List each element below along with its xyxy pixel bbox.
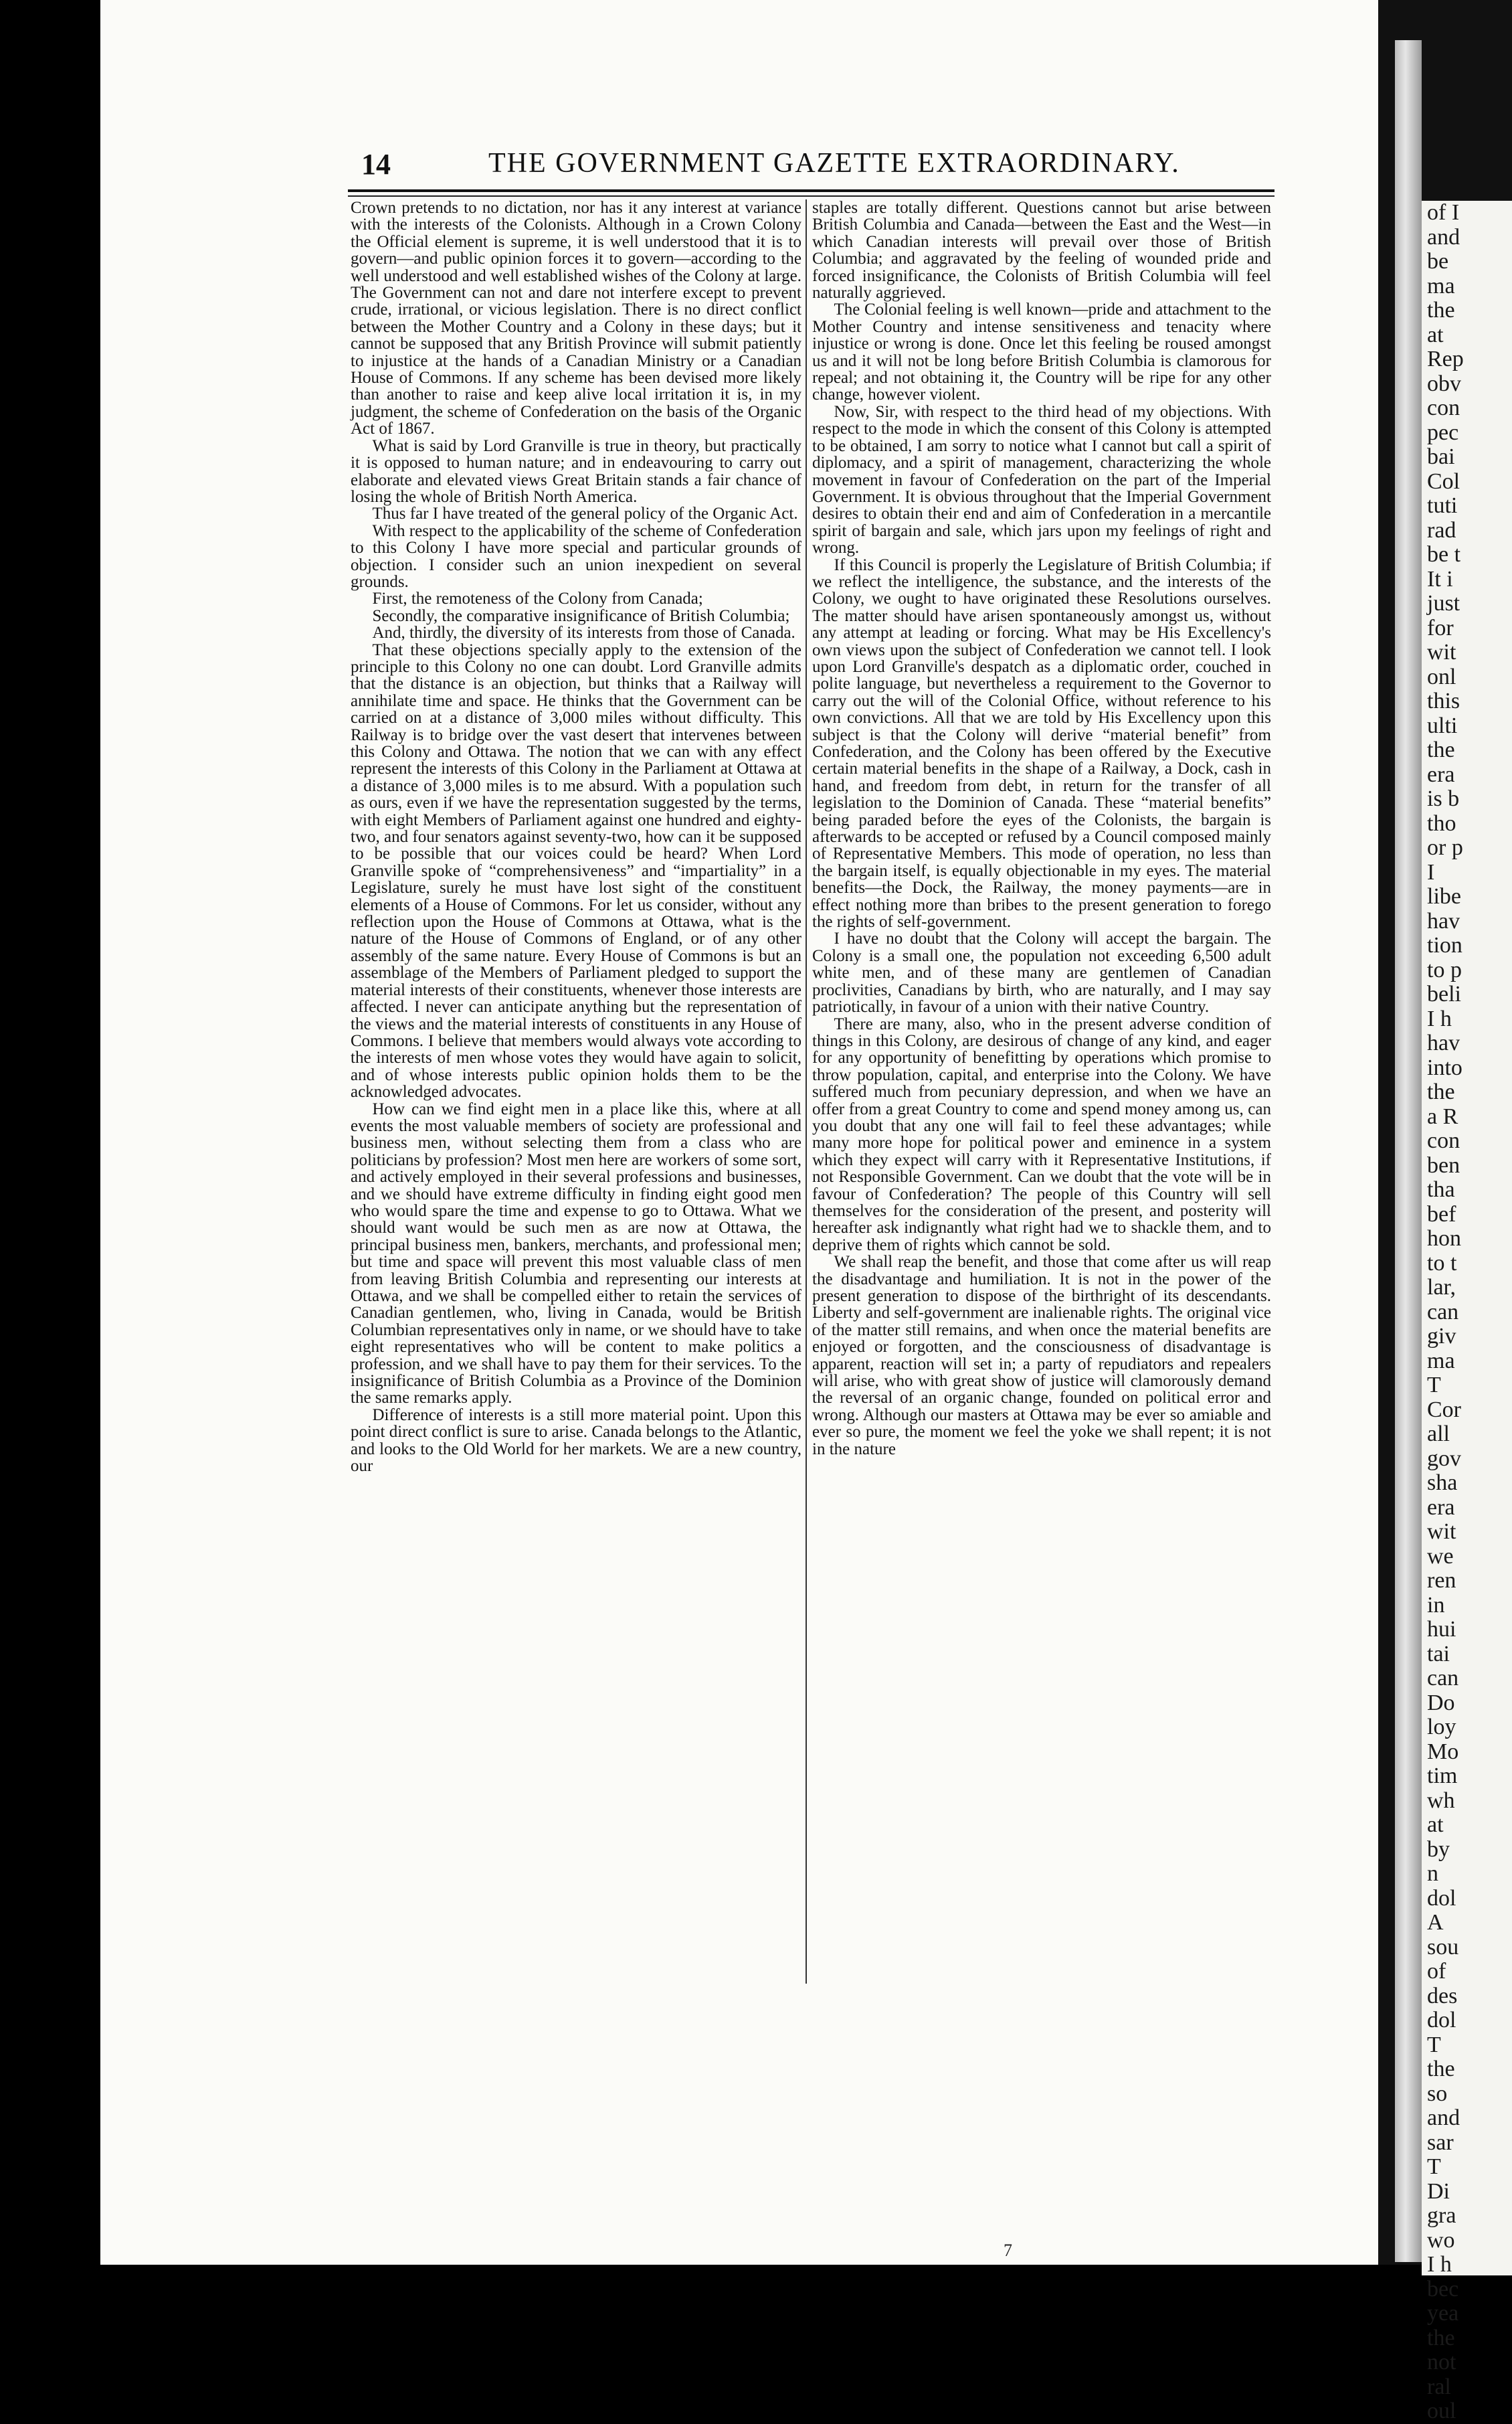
fragment-line: tho [1427, 810, 1456, 836]
fragment-line: ben [1427, 1152, 1460, 1178]
fragment-line: gra [1427, 2203, 1456, 2228]
fragment-line: wit [1427, 1519, 1456, 1544]
fragment-line: into [1427, 1055, 1462, 1080]
fragment-line: of [1427, 1959, 1446, 1984]
fragment-line: onl [1427, 664, 1456, 689]
page-title: THE GOVERNMENT GAZETTE EXTRAORDINARY. [488, 148, 1180, 179]
paragraph: What is said by Lord Granville is true in theory, but practically it is opposed to human nature; and in endeavouring to carry out elaborate and elevated views Great Britain stands a fair chance of losing the whole of British North America. [351, 436, 801, 506]
footnote-mark: 7 [1004, 2241, 1012, 2260]
fragment-line: ulti [1427, 713, 1458, 738]
fragment-line: giv [1427, 1324, 1456, 1349]
fragment-line: is b [1427, 786, 1460, 811]
page-stack-edge [1395, 40, 1422, 2262]
fragment-line: or p [1427, 835, 1463, 860]
fragment-line: by [1427, 1836, 1450, 1862]
fragment-line: hon [1427, 1226, 1461, 1251]
fragment-line: T [1427, 1373, 1441, 1397]
fragment-line: wit [1427, 640, 1456, 665]
fragment-line: oul [1427, 2399, 1456, 2423]
fragment-line: It i [1427, 566, 1453, 592]
adjacent-page-fragment [1422, 200, 1512, 2423]
fragment-line: at [1427, 322, 1444, 347]
fragment-line: can [1427, 1299, 1459, 1324]
fragment-line: the [1427, 738, 1455, 762]
fragment-line: rad [1427, 517, 1456, 543]
left-column [351, 199, 801, 1984]
fragment-line: and [1427, 2105, 1460, 2130]
fragment-line: Col [1427, 468, 1460, 494]
paragraph: How can we find eight men in a place like this, where at all events the most valuable members of society are professional and business men, without selecting them from a class who are politicians by profession? Most men here are workers of some sort, and actively employed in their several professions and businesses, and we should have extreme difficulty in finding eight good men who would spare the time and expense to go to Ottawa. What we should want would be such men as are now at Ottawa, the principal business men, bankers, merchants, and professional men; but time and space will prevent this most valuable class of men from leaving British Columbia and representing our interests at Ottawa, and we shall be compelled either to retain the services of Canadian gentlemen, who, living in Canada, would be British Columbian representatives only in name, or we should have to take eight representatives who will be content to make politics a profession, and we shall have to pay them for their services. To the insignificance of British Columbia as a Province of the Dominion the same remarks apply. [351, 1100, 801, 1407]
fragment-line: hav [1427, 908, 1460, 934]
fragment-line: yea [1427, 2301, 1459, 2326]
fragment-line: des [1427, 1983, 1458, 2008]
fragment-line: Mo [1427, 1739, 1459, 1764]
fragment-line: dol [1427, 1885, 1456, 1911]
fragment-line: bec [1427, 2276, 1459, 2302]
fragment-line: be t [1427, 542, 1461, 567]
fragment-line: dol [1427, 2008, 1456, 2032]
fragment-line: be [1427, 249, 1449, 274]
fragment-line: ma [1427, 273, 1455, 298]
fragment-line: we [1427, 1543, 1454, 1569]
fragment-line: libe [1427, 884, 1461, 909]
fragment-line: pec [1427, 420, 1459, 445]
fragment-line: T [1427, 2154, 1441, 2179]
column-divider [806, 199, 807, 1984]
header-rule-thick [348, 189, 1274, 192]
fragment-line: Do [1427, 1690, 1455, 1715]
fragment-line: tha [1427, 1177, 1455, 1202]
paragraph: With respect to the applicability of the scheme of Confederation to this Colony I have more special and particular grounds of objection. I consider such an union inexpedient on several grounds. [351, 521, 801, 591]
paragraph: We shall reap the benefit, and those that come after us will reap the disadvantage and humiliation. It is not in the power of the present generation to dispose of the birthright of its descendants. Liberty and self-government are inalienable rights. The original vice of the matter still remains, and when once the material benefits are enjoyed or forgotten, and the consciousness of disadvantage is apparent, reaction will set in; a party of repudiators and repealers will arise, who with great show of justice will clamorously demand the reversal of an organic change, founded on political error and wrong. Although our masters at Ottawa may be ever so amiable and ever so pure, the moment we feel the yoke we shall repent; it is not in the nature [812, 1253, 1271, 1458]
fragment-line: n [1427, 1861, 1438, 1886]
fragment-line: in [1427, 1592, 1445, 1618]
paragraph: First, the remoteness of the Colony from Canada; [372, 590, 703, 608]
paragraph: The Colonial feeling is well known—pride and attachment to the Mother Country and intense sensitiveness and tenacity where injustice or wrong is done. Once let this feeling be roused amongst us and it will not be long before British Columbia is clamorous for repeal; and not obtaining it, the Country will be ripe for any other change, however violent. [812, 300, 1271, 404]
fragment-line: loy [1427, 1715, 1456, 1739]
fragment-line: not [1427, 2350, 1456, 2374]
paragraph: staples are totally different. Questions cannot but arise between British Columbia and Canada—between the East and the West—in which Canadian interests will prevail over those of British Columbia; and aggravated by the feeling of wounded pride and forced insignificance, the Colonists of British Columbia will feel naturally aggrieved. [812, 199, 1271, 302]
paragraph: Secondly, the comparative insignificance of British Columbia; [372, 606, 790, 625]
fragment-line: I h [1427, 2252, 1452, 2277]
paragraph: If this Council is properly the Legislature of British Columbia; if we reflect the intelligence, the substance, and the interests of the Colony, we ought to have originated these Resolutions ourselves. The matter should have arisen spontaneously amongst us, without any attempt at leading or forcing. What may be His Excellency's own views upon the subject of Confederation we cannot tell. I look upon Lord Granville's despatch as a diplomatic order, couched in polite language, but nevertheless a requirement to the Governor to carry out the will of the Colonial Office, without reference to his own convictions. All that we are told by His Excellency upon this subject is that the Colony will derive “material benefit” from Confederation, and the Colony has been offered by the Executive certain material benefits in the shape of a Railway, a Dock, cash in hand, and freedom from debt, in return for the transfer of all legislation to the Dominion of Canada. These “material benefits” being paraded before the eyes of the Colonists, the bargain is afterwards to be accepted or refused by a Council composed mainly of Representative Members. This mode of operation, no less than the bargain itself, is equally objectionable in my eyes. The material benefits—the Dock, the Railway, the money payments—are in effect nothing more than bribes to the present generation to forego the rights of self-government. [812, 555, 1271, 932]
fragment-line: the [1427, 2325, 1455, 2350]
fragment-line: ma [1427, 1348, 1455, 1373]
fragment-line: to t [1427, 1250, 1457, 1276]
fragment-line: hav [1427, 1031, 1460, 1055]
fragment-line: of I [1427, 200, 1460, 225]
fragment-line: Rep [1427, 347, 1464, 371]
fragment-line: for [1427, 615, 1454, 640]
fragment-line: all [1427, 1421, 1450, 1446]
paragraph: Crown pretends to no dictation, nor has it any interest at variance with the interests of the Colonists. Although in a Crown Colony the Official element is supreme, it is well understood that it is to govern—and public opinion forces it to govern—according to the well understood and well established wishes of the Colony at large. The Government can not and dare not interfere except to prevent crude, irrational, or vicious legislation. There is no direct conflict between the Mother Country and a Colony in these days; but it cannot be supposed that any British Province will submit patiently to injustice at the hands of a Canadian Ministry or a Canadian House of Commons. If any scheme has been devised more likely than another to raise and keep alive local irritation it is, in my judgment, the scheme of Confederation on the basis of the Organic Act of 1867. [351, 199, 801, 438]
fragment-line: tim [1427, 1763, 1458, 1788]
fragment-line: sou [1427, 1934, 1459, 1960]
paragraph: Thus far I have treated of the general policy of the Organic Act. [372, 505, 798, 523]
fragment-line: A [1427, 1910, 1444, 1935]
fragment-line: just [1427, 591, 1460, 616]
fragment-line: wh [1427, 1788, 1455, 1813]
fragment-line: beli [1427, 982, 1461, 1007]
paragraph: Difference of interests is a still more material point. Upon this point direct conflict is sure to arise. Canada belongs to the Atlantic, and looks to the Old World for her markets. We are a new country, our [351, 1405, 801, 1476]
fragment-line: bai [1427, 444, 1455, 469]
fragment-line: T [1427, 2032, 1441, 2057]
paragraph: Now, Sir, with respect to the third head of my objections. With respect to the mode in which the consent of this Colony is attempted to be obtained, I am sorry to notice what I cannot but call a spirit of diplomacy, and a spirit of management, characterizing the whole movement in favour of Confederation on the part of the Imperial Government. It is obvious throughout that the Imperial Government desires to obtain their end and aim of Confederation in a mercantile spirit of bargain and sale, which jars upon my feelings of right and wrong. [812, 402, 1271, 557]
fragment-line: gov [1427, 1446, 1461, 1471]
fragment-line: a R [1427, 1104, 1458, 1129]
fragment-line: era [1427, 1494, 1455, 1520]
fragment-line: ral [1427, 2374, 1451, 2399]
fragment-line: bef [1427, 1201, 1456, 1227]
fragment-line: the [1427, 298, 1455, 323]
fragment-line: this [1427, 689, 1460, 713]
fragment-line: I [1427, 859, 1435, 885]
fragment-line: the [1427, 1079, 1455, 1104]
fragment-line: lar, [1427, 1275, 1456, 1300]
page-number: 14 [361, 148, 391, 181]
fragment-line: Cor [1427, 1397, 1461, 1422]
fragment-line: to p [1427, 957, 1462, 982]
fragment-line: con [1427, 396, 1460, 420]
fragment-line: tuti [1427, 493, 1458, 518]
fragment-line: and [1427, 224, 1460, 250]
fragment-line: I h [1427, 1006, 1452, 1031]
fragment-line: con [1427, 1128, 1460, 1153]
scan-border-left [0, 0, 94, 2265]
paragraph: That these objections specially apply to the extension of the principle to this Colony no one can doubt. Lord Granville admits that the distance is an objection, but thinks that a Railway will annihilate time and space. He thinks that the Government can be carried on at a distance of 3,000 miles without difficulty. This Railway is to bridge over the vast desert that intervenes between this Colony and Ottawa. The notion that we can with any effect represent the interests of this Colony in the Parliament at Ottawa at a distance of 3,000 miles is to me absurd. With a population such as ours, even if we have the representation suggested by the terms, with eight Members of Parliament against one hundred and eighty-two, and four senators against seventy-two, how can it be supposed to be possible that our voices could be heard? When Lord Granville spoke of “comprehensiveness” and “impartiality” in a Legislature, surely he must have lost sight of the constituent elements of a House of Commons. For let us consider, without any reflection upon the House of Commons at Ottawa, what is the nature of the House of Commons of England, or of any other assembly of the same nature. Every House of Commons is but an assemblage of the Members of Parliament pledged to support the material interests of their constituents, whenever those interests are affected. I never can anticipate anything but the representation of the views and the material interests of constituents in any House of Commons. I believe that members would always vote according to the interests of men whose votes they would have again to solicit, and of whose interests public opinion holds them to be the acknowledged advocates. [351, 640, 801, 1102]
fragment-line: sar [1427, 2130, 1454, 2155]
fragment-line: Di [1427, 2178, 1450, 2204]
fragment-line: sha [1427, 1470, 1458, 1495]
fragment-line: the [1427, 2057, 1455, 2081]
fragment-line: at [1427, 1812, 1444, 1837]
fragment-line: can [1427, 1666, 1459, 1691]
fragment-line: tion [1427, 933, 1462, 958]
paragraph: There are many, also, who in the present adverse condition of things in this Colony, are desirous of change of any kind, and eager for any opportunity of benefitting by operations which promise to throw population, capital, and enterprise into the Colony. We have suffered much from pecuniary depression, and when we have an offer from a great Country to come and spend money among us, can you doubt that any one will fail to feel these advantages; while many more hope for political power and eminence in a system which they expect will carry with it Representative Institutions, if not Responsible Government. Can we doubt that the vote will be in favour of Confederation? The people of this Country will sell themselves for the consideration of the present, and posterity will hereafter ask indignantly what right had we to shackle them, and to deprive them of rights which cannot be sold. [812, 1015, 1271, 1254]
page-header [361, 147, 1198, 187]
fragment-line: era [1427, 762, 1455, 787]
fragment-line: hui [1427, 1617, 1456, 1642]
fragment-line: ren [1427, 1568, 1456, 1593]
fragment-line: so [1427, 2081, 1448, 2106]
fragment-line: obv [1427, 371, 1461, 396]
right-column [812, 199, 1271, 1984]
header-rule-thin [348, 195, 1274, 197]
fragment-line: wo [1427, 2227, 1455, 2253]
paragraph: I have no doubt that the Colony will accept the bargain. The Colony is a small one, the population not exceeding 6,500 adult white men, and of these many are gentlemen of Canadian proclivities, Canadians by birth, who are naturally, and I may say patriotically, in favour of a union with their native Country. [812, 930, 1271, 1017]
fragment-line: tai [1427, 1641, 1450, 1666]
paragraph: And, thirdly, the diversity of its interests from those of Canada. [372, 624, 795, 642]
